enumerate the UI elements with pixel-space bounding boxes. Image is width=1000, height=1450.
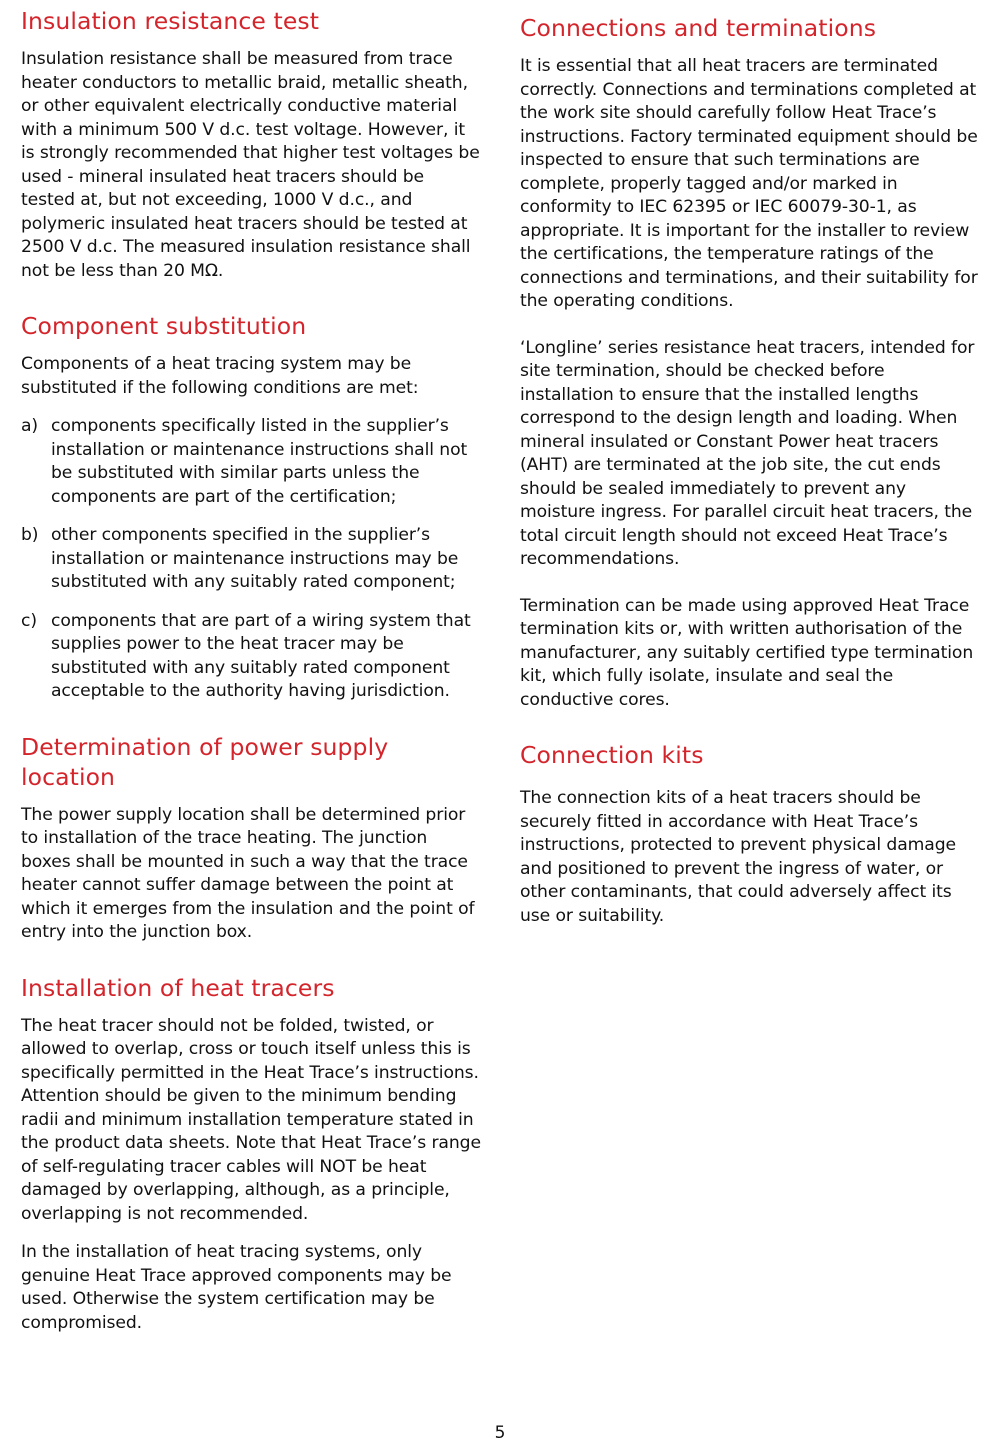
list-item	[21, 610, 481, 704]
connections-text-2: ‘Longline’ series resistance heat tracers, intended for site termination, should be checked before installation to ensure that the installed lengths correspond to the design length and loading. When mineral insulated or Constant Power heat tracers (AHT) are terminated at the job site, the cut ends should be sealed immediately to prevent any moisture ingress. For parallel circuit heat tracers, the total circuit length should not exceed Heat Trace’s recommendations.	[520, 337, 975, 569]
list-item	[21, 524, 481, 595]
heading-connection-kits: Connection kits	[520, 741, 704, 769]
installation-text-1: The heat tracer should not be folded, twisted, or allowed to overlap, cross or touch itself unless this is specifically permitted in the Heat Trace’s instructions. Attention should be given to the minimum bending radii and minimum installation temperature stated in the product data sheets. Note that Heat Trace’s range of self-regulating tracer cables will NOT be heat damaged by overlapping, although, as a principle, overlapping is not recommended.	[21, 1015, 481, 1224]
heading-connections-and-terminations: Connections and terminations	[520, 14, 877, 42]
heading-component-substitution: Component substitution	[21, 312, 307, 340]
connections-text-3: Termination can be made using approved Heat Trace termination kits or, with written authorisation of the manufacturer, any suitably certified type termination kit, which fully isolate, insulate and seal the conductive cores.	[520, 595, 974, 710]
list-item	[21, 415, 481, 509]
substitution-conditions-list	[21, 415, 481, 704]
list-item-text: components that are part of a wiring system that supplies power to the heat tracer may be substituted with any suitably rated component acceptable to the authority having jurisdiction.	[51, 610, 471, 701]
heading-insulation-resistance-test: Insulation resistance test	[21, 7, 320, 35]
installation-text-2: In the installation of heat tracing systems, only genuine Heat Trace approved components may be used. Otherwise the system certification may be compromised.	[21, 1242, 452, 1333]
list-item-text: components specifically listed in the supplier’s installation or maintenance instructions shall not be substituted with similar parts unless the components are part of the certification;	[51, 416, 468, 507]
heading-power-supply-location: Determination of power supply location	[21, 732, 389, 791]
heading-installation-of-heat-tracers: Installation of heat tracers	[21, 973, 335, 1002]
list-marker: a)	[21, 416, 39, 436]
page-number: 5	[494, 1423, 506, 1443]
power-supply-location-text: The power supply location shall be determined prior to installation of the trace heating. The junction boxes shall be mounted in such a way that the trace heater cannot suffer damage between the point at which it emerges from the insulation and the point of entry into the junction box.	[21, 804, 475, 942]
list-item-text: other components specified in the supplier’s installation or maintenance instructions may be substituted with any suitably rated component;	[51, 525, 459, 592]
left-column	[21, 0, 481, 1335]
connections-text-1: It is essential that all heat tracers are terminated correctly. Connections and terminations completed at the work site should carefully follow Heat Trace’s instructions. Factory terminated equipment should be inspected to ensure that such terminations are complete, properly tagged and/or marked in conformity to IEC 62395 or IEC 60079-30-1, as appropriate. It is important for the installer to review the certifications, the temperature ratings of the connections and terminations, and their suitability for the operating conditions.	[520, 56, 978, 311]
right-column	[520, 0, 980, 928]
list-marker: c)	[21, 610, 37, 631]
component-substitution-intro: Components of a heat tracing system may be substituted if the following conditions are met:	[21, 354, 419, 398]
list-marker: b)	[21, 525, 39, 545]
connection-kits-text: The connection kits of a heat tracers should be securely fitted in accordance with Heat Trace’s instructions, protected to prevent physical damage and positioned to prevent the ingress of water, or other contaminants, that could adversely affect its use or suitability.	[520, 788, 957, 926]
insulation-resistance-text: Insulation resistance shall be measured from trace heater conductors to metallic braid, metallic sheath, or other equivalent electrically conductive material with a minimum 500 V d.c. test voltage. However, it is strongly recommended that higher test voltages be used - mineral insulated heat tracers should be tested at, but not exceeding, 1000 V d.c., and polymeric insulated heat tracers should be tested at 2500 V d.c. The measured insulation resistance shall not be less than 20 MΩ.	[21, 49, 480, 281]
